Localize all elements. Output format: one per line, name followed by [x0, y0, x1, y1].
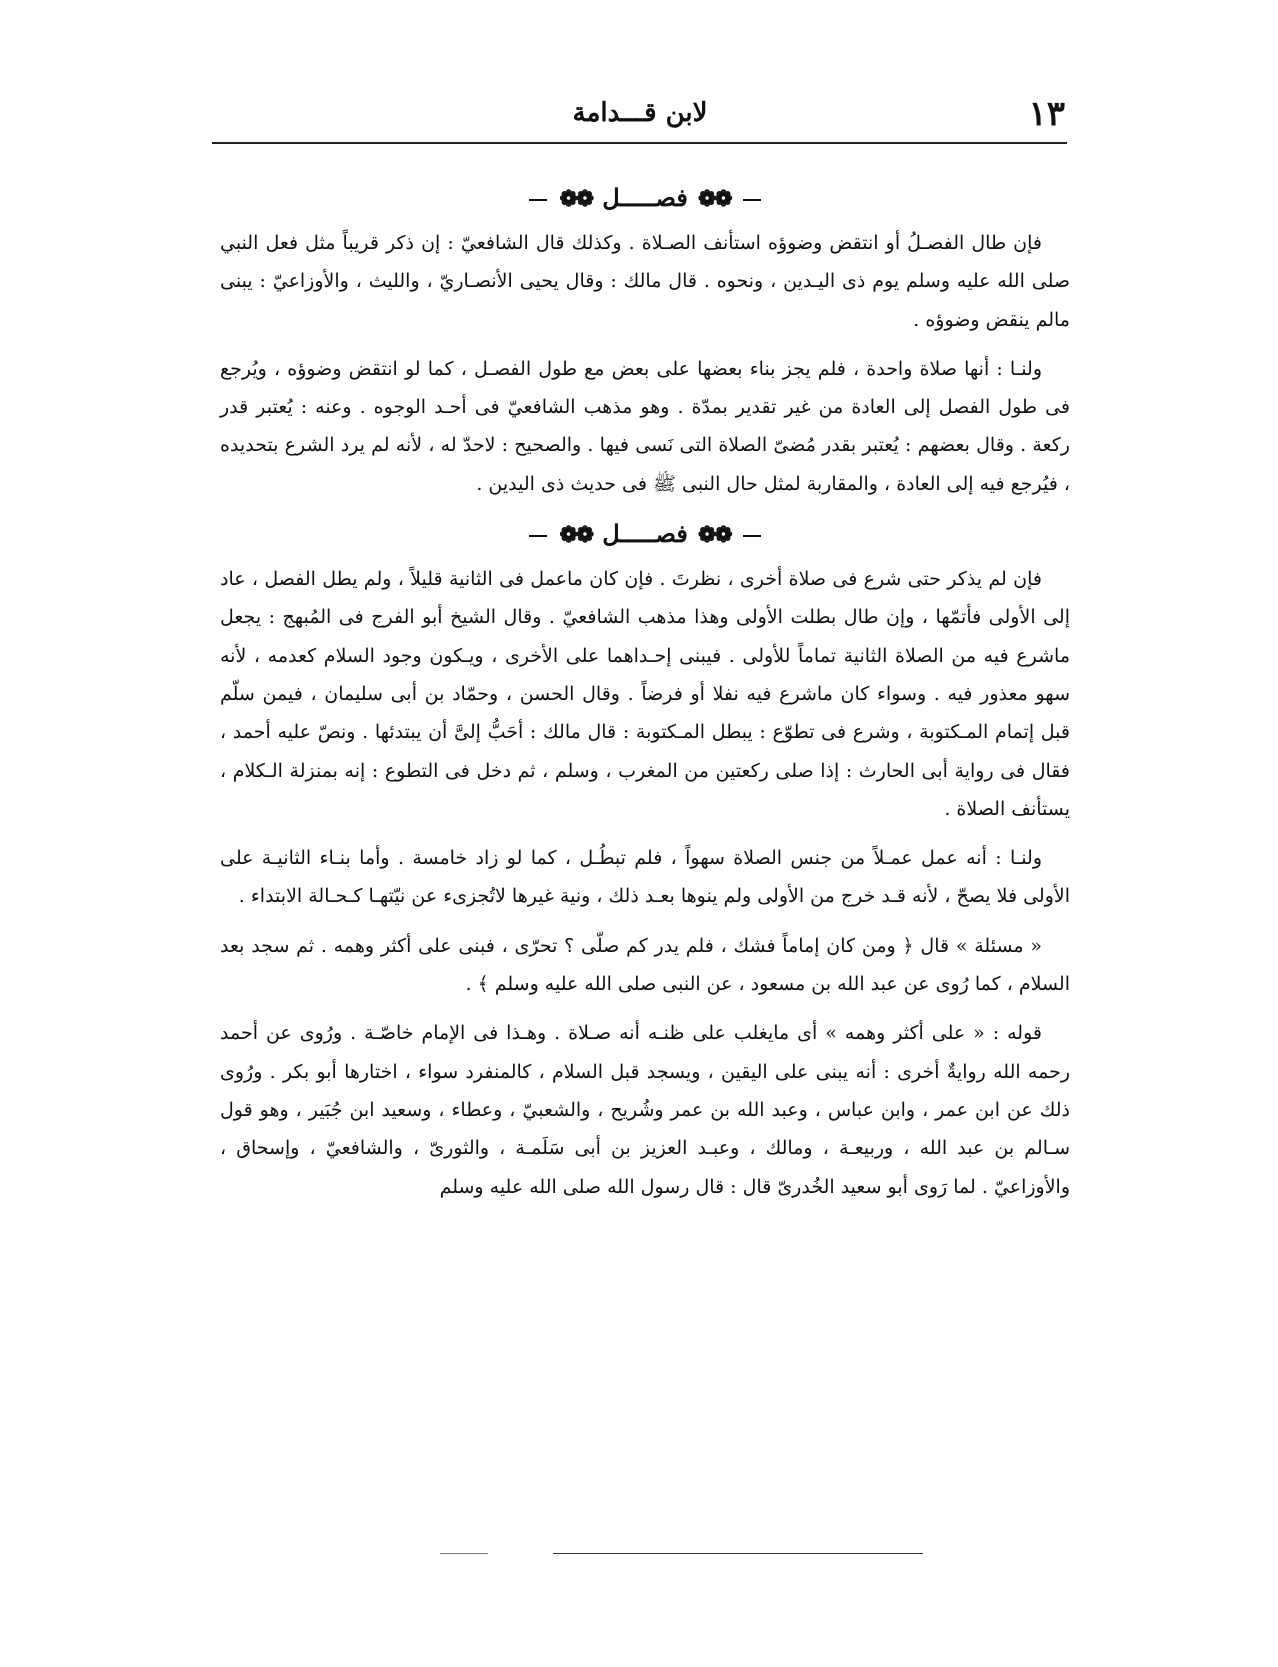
- ornament-icon: ❁❁: [559, 522, 593, 549]
- ornament-dash: [743, 199, 761, 201]
- paragraph: فإن طال الفصـلُ أو انتقض وضوؤه استأنف الصـلاة . وكذلك قال الشافعيّ : إن ذكر قريباً مثل فعل النبي صلى الله عليه وسلم يوم ذى اليـدين ، ونحوه . قال مالك : وقال يحيى الأنصـاريّ ، والليث ، والأوزاعيّ : يبنى مالم ينقض وضوؤه .: [220, 232, 1070, 331]
- paragraph: قوله : « على أكثر وهمه » أى مايغلب على ظنـه أنه صـلاة . وهـذا فى الإمام خاصّـة . ورُوى عن أحمد رحمه الله روايةٌ أخرى : أنه يبنى على اليقين ، ويسجد قبل السلام ، كالمنفرد سواء ، اختارها أبو بكر . ورُوى ذلك عن ابن عمر ، وابن عباس ، وعبد الله بن عمر وشُريح ، والشعبيّ ، وعطاء ، وسعيد ابن جُبَير ، وهو قول سـالم بن عبد الله ، وربيعـة ، ومالك ، وعبـد العزيز بن أبى سَلَمـة ، والثورىّ ، والشافعيّ ، وإسحاق ، والأوزاعيّ . لما رَوى أبو سعيد الخُدرىّ قال : قال رسول الله صلى الله عليه وسلم: [220, 1022, 1070, 1198]
- paragraph: « مسئلة » قال ﴿ ومن كان إماماً فشك ، فلم يدر كم صلّى ؟ تحرّى ، فبنى على أكثر وهمه . ثم سجد بعد السلام ، كما رُوى عن عبد الله بن مسعود ، عن النبى صلى الله عليه وسلم ﴾ .: [220, 934, 1070, 996]
- paragraph: ولنـا : أنها صلاة واحدة ، فلم يجز بناء بعضها على بعض مع طول الفصـل ، كما لو انتقض وضوؤه ، ويُرجع فى طول الفصل إلى العادة من غير تقدير بمدّة . وهو مذهب الشافعيّ فى أحـد الوجوه . وعنه : يُعتبر قدر ركعة . وقال بعضهم : يُعتبر بقدر مُضىّ الصلاة التى نَسى فيها . والصحيح : لاحدّ له ، لأنه لم يرد الشرع بتحديده ، فيُرجع فيه إلى العادة ، والمقاربة لمثل حال النبى ﷺ فى حديث ذى اليدين .: [220, 357, 1070, 495]
- ornament-icon: ❁❁: [697, 186, 731, 212]
- section-heading: [220, 178, 1070, 218]
- footer-divider: [553, 1553, 923, 1554]
- ornament-icon: ❁❁: [559, 186, 593, 212]
- ornament-icon: ❁❁: [697, 522, 731, 549]
- section-heading: [220, 514, 1070, 554]
- paragraph: ولنـا : أنه عمل عمـلاً من جنس الصلاة سهواً ، فلم تبطُـل ، كما لو زاد خامسة . وأما بنـاء الثانيـة على الأولى فلا يصحّ ، لأنه قـد خرج من الأولى ولم ينوها بعـد ذلك ، ونية غيرها لاتُجزىء عن نيّتهـا كـحـالة الابتداء .: [220, 847, 1070, 908]
- header-divider: [212, 142, 1067, 144]
- ornament-dash: [529, 199, 547, 201]
- page-number: ١٣: [1028, 94, 1065, 134]
- running-title: لابن قـــدامة: [572, 98, 708, 128]
- page-header: [215, 92, 1065, 142]
- ornament-dash: [529, 535, 547, 537]
- ornament-dash: [743, 535, 761, 537]
- section-heading-label: فصـــــل: [602, 183, 688, 212]
- footer-mark: [440, 1553, 488, 1554]
- main-text: [220, 178, 1070, 1217]
- section-heading-label: فصـــــل: [602, 519, 688, 549]
- paragraph: فإن لم يذكر حتى شرع فى صلاة أخرى ، نظرتَ . فإن كان ماعمل فى الثانية قليلاً ، ولم يطل الفصل ، عاد إلى الأولى فأتمّها ، وإن طال بطلت الأولى وهذا مذهب الشافعيّ . وقال الشيخ أبو الفرج فى المُبهج : يجعل ماشرع فيه من الصلاة الثانية تماماً للأولى . فيبنى إحـداهما على الأخرى ، ويـكون وجود السلام كعدمه ، لأنه سهو معذور فيه . وسواء كان ماشرع فيه نفلا أو فرضاً . وقال الحسن ، وحمّاد بن أبى سليمان ، فيمن سلّم قبل إتمام المـكتوبة ، وشرع فى تطوّع : يبطل المـكتوبة : قال مالك : أحَبُّ إلىَّ أن يبتدئها . ونصّ عليه أحمد ، فقال فى رواية أبى الحارث : إذا صلى ركعتين من المغرب ، وسلم ، ثم دخل فى التطوع : إنه بمنزلة الـكلام ، يستأنف الصلاة .: [220, 568, 1070, 820]
